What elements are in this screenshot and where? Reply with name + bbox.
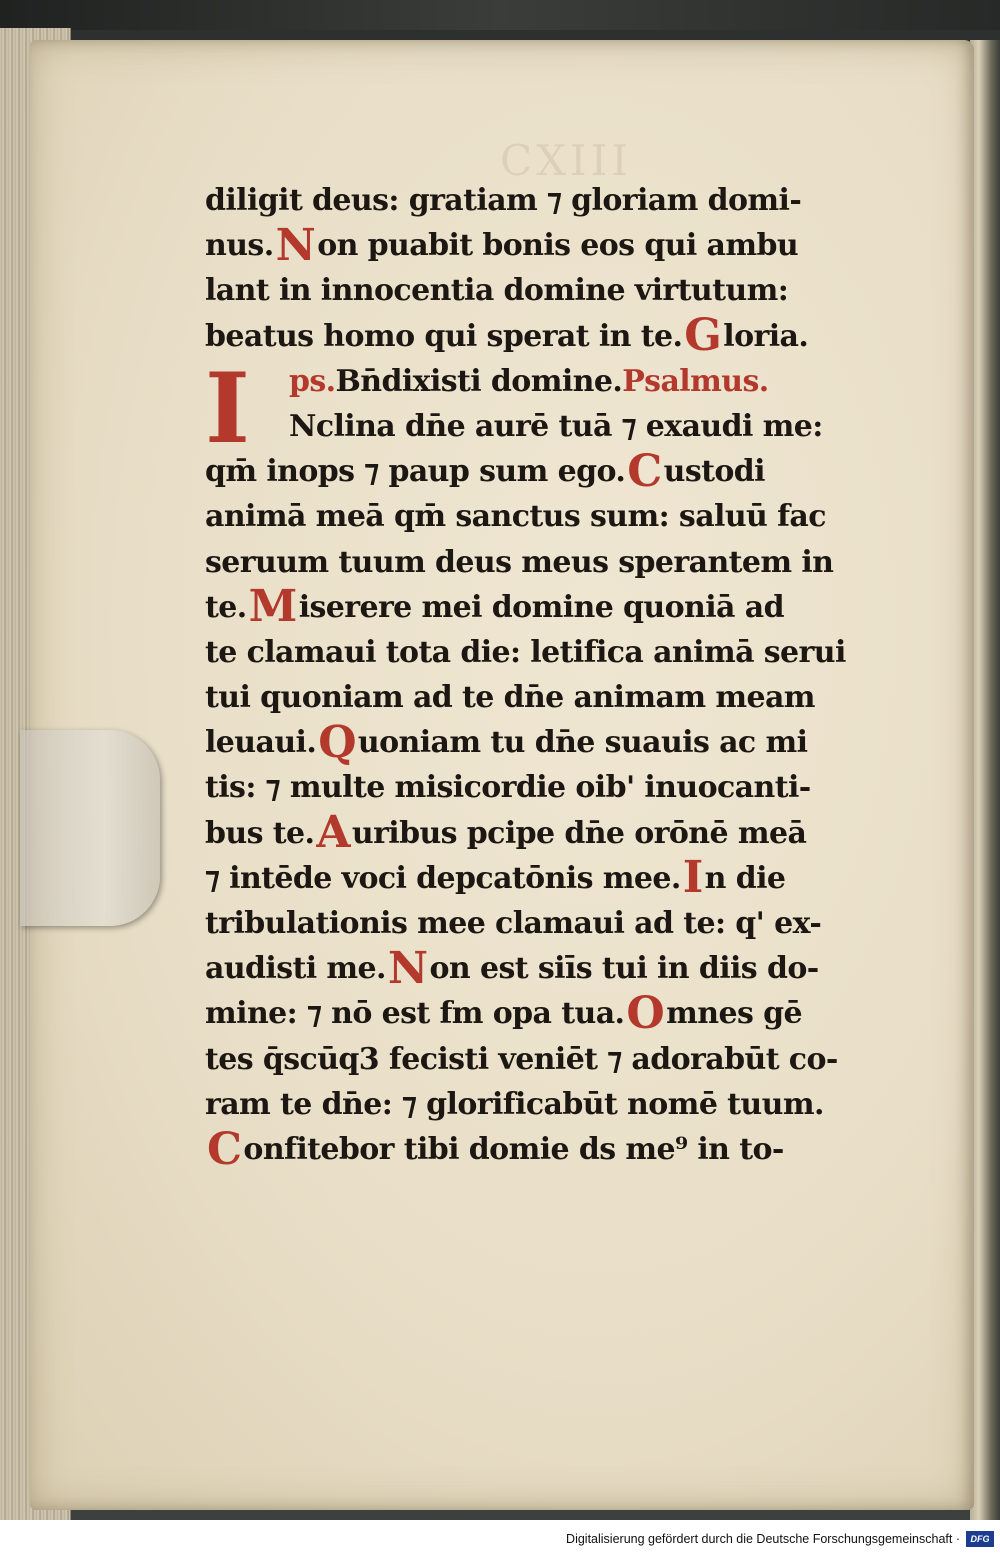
line-text: bus te. xyxy=(205,815,315,851)
line-text: te clamaui tota die: letifica animā serui xyxy=(205,634,846,670)
line-text: diligit deus: gratiam ⁊ gloriam domi- xyxy=(205,183,802,218)
line-text: ustodi xyxy=(663,454,765,490)
line-text: lant in innocentia domine virtutum: xyxy=(205,273,789,309)
text-line xyxy=(205,901,885,946)
rubricated-initial: C xyxy=(627,449,662,495)
text-line xyxy=(205,946,885,991)
rubricated-initial: N xyxy=(387,946,428,992)
text-line xyxy=(205,991,885,1036)
rubricated-initial: G xyxy=(684,313,722,359)
rubric-text: ps. xyxy=(289,363,336,399)
rubricated-initial: N xyxy=(275,223,316,269)
line-text: uribus pcipe dn̄e orōnē meā xyxy=(351,815,807,851)
line-text: mine: ⁊ nō est fm opa tua. xyxy=(205,996,625,1032)
text-line xyxy=(205,675,885,720)
text-line xyxy=(205,178,885,223)
line-text: tui quoniam ad te dn̄e animam meam xyxy=(205,680,815,716)
line-text: te. xyxy=(205,589,247,625)
line-text: beatus homo qui sperat in te. xyxy=(205,318,683,354)
scan-top-band xyxy=(0,0,1000,30)
text-line xyxy=(205,223,885,268)
text-line xyxy=(205,404,885,449)
text-line xyxy=(205,1037,885,1082)
folio-number-bleed: CXIII xyxy=(500,136,632,185)
rubricated-initial: A xyxy=(316,810,350,856)
line-text: on puabit bonis eos qui ambu xyxy=(317,228,799,264)
text-line xyxy=(205,720,885,765)
text-line xyxy=(205,540,885,585)
text-line xyxy=(205,314,885,359)
text-line xyxy=(205,811,885,856)
line-text: on est siīs tui in diis do- xyxy=(429,951,819,987)
line-text: leuaui. xyxy=(205,725,317,761)
line-text: n die xyxy=(704,860,786,896)
text-line xyxy=(205,585,885,630)
large-initial-letter: I xyxy=(205,352,250,465)
line-text: tes q̄scūq3 fecisti veniēt ⁊ adorabūt co- xyxy=(205,1041,838,1077)
line-text: onfitebor tibi domie ds me⁹ in to- xyxy=(243,1131,784,1167)
digitization-footer xyxy=(0,1520,1000,1559)
text-line xyxy=(205,630,885,675)
text-line xyxy=(205,494,885,539)
text-line xyxy=(205,1082,885,1127)
line-text: tribulationis mee clamaui ad te: q' ex- xyxy=(205,906,822,941)
line-text: animā meā qm̄ sanctus sum: saluū fac xyxy=(205,499,826,535)
line-text: ram te dn̄e: ⁊ glorificabūt nomē tuum. xyxy=(205,1086,824,1122)
text-line xyxy=(205,856,885,901)
page-clip xyxy=(20,730,160,926)
line-text: uoniam tu dn̄e suauis ac mi xyxy=(357,725,808,761)
text-line xyxy=(205,268,885,313)
line-text: audisti me. xyxy=(205,951,386,987)
line-text: nus. xyxy=(205,228,274,264)
rubricated-initial: C xyxy=(207,1126,242,1173)
line-text: mnes gē xyxy=(666,996,802,1032)
line-text: loria. xyxy=(723,318,809,354)
text-block xyxy=(205,178,885,1172)
text-lines xyxy=(205,178,885,1172)
text-line xyxy=(205,1127,885,1172)
funding-credit: Digitalisierung gefördert durch die Deutsche Forschungsgemeinschaft · xyxy=(566,1532,960,1546)
line-text: qm̄ inops ⁊ paup sum ego. xyxy=(205,454,626,490)
text-line xyxy=(205,449,885,494)
line-text: seruum tuum deus meus sperantem in xyxy=(205,544,834,580)
line-text: Bn̄dixisti domine. xyxy=(335,363,623,399)
rubricated-initial: I xyxy=(682,855,703,901)
text-line xyxy=(205,765,885,810)
rubricated-initial: O xyxy=(626,991,665,1037)
rubric-text: Psalmus. xyxy=(622,363,769,399)
line-text: Nclina dn̄e aurē tuā ⁊ exaudi me: xyxy=(289,408,823,444)
rubricated-initial: Q xyxy=(318,720,356,766)
text-line xyxy=(205,359,885,404)
rubricated-initial: M xyxy=(248,584,297,630)
line-text: tis: ⁊ multe misicordie oib' inuocanti- xyxy=(205,770,811,806)
line-text: iserere mei domine quoniā ad xyxy=(298,589,784,625)
book-cover-edge xyxy=(970,40,1000,1520)
dfg-logo: DFG xyxy=(966,1531,994,1547)
line-text: ⁊ intēde voci depcatōnis mee. xyxy=(205,860,681,896)
